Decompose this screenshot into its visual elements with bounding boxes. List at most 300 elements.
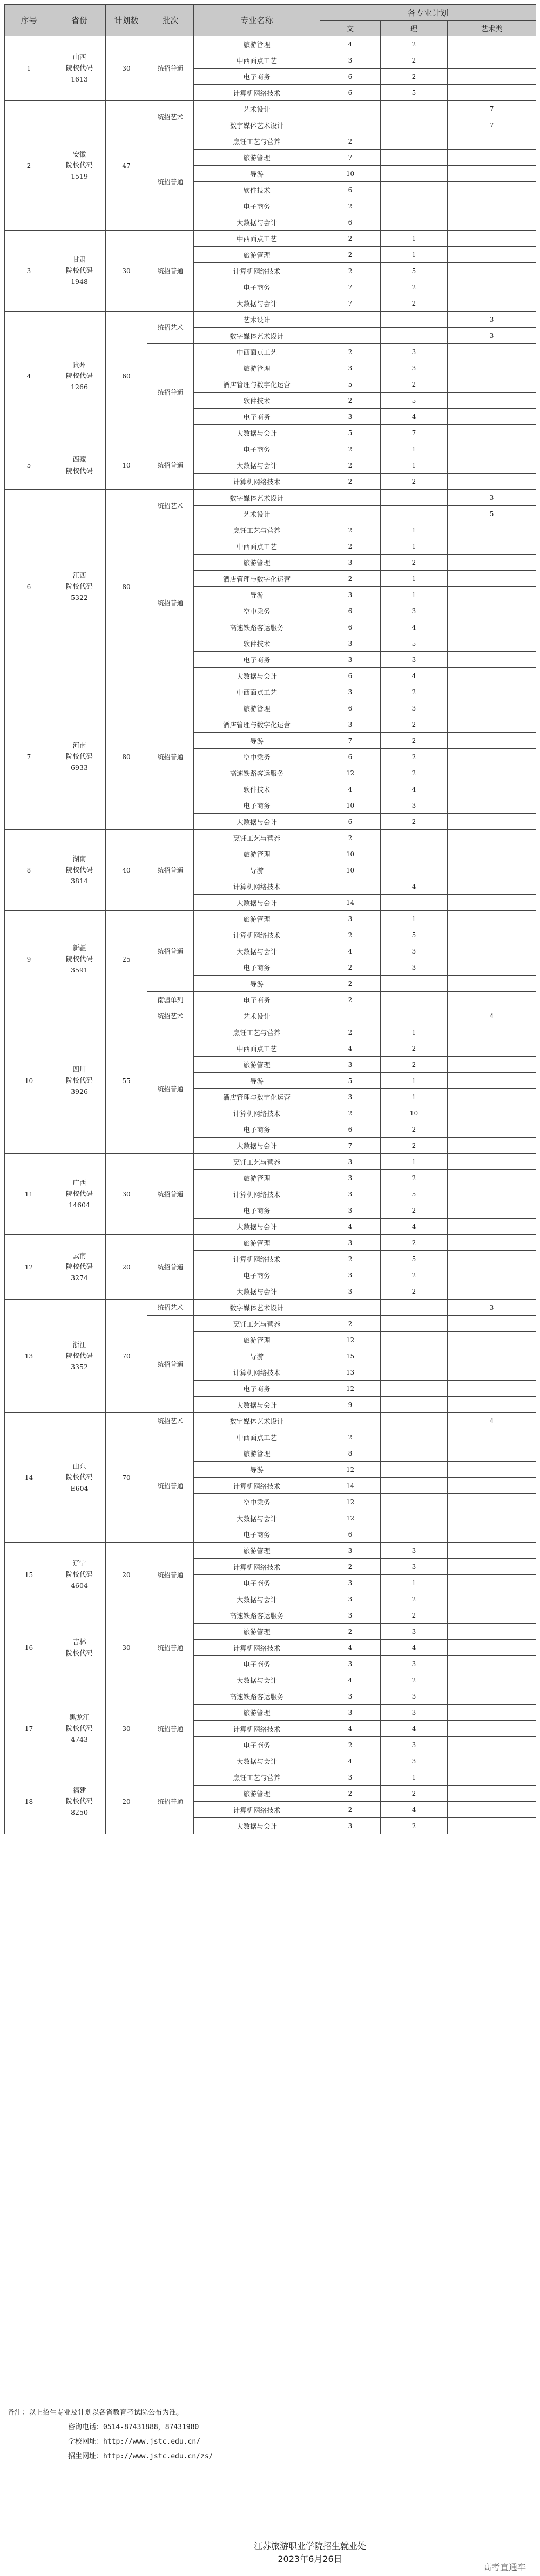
major-name: 烹饪工艺与营养 <box>194 522 320 538</box>
plan-wen: 2 <box>320 474 381 490</box>
plan-wen: 3 <box>320 1656 381 1672</box>
plan-art <box>448 943 536 959</box>
table-row <box>5 231 536 247</box>
major-name: 大数据与会计 <box>194 1283 320 1300</box>
plan-art <box>448 895 536 911</box>
major-name: 高速铁路客运服务 <box>194 765 320 781</box>
plan-wen: 2 <box>320 1024 381 1040</box>
major-name: 软件技术 <box>194 635 320 652</box>
plan-art: 3 <box>448 490 536 506</box>
batch-name: 统招普通 <box>147 1543 194 1607</box>
plan-wen: 2 <box>320 1737 381 1753</box>
table-row <box>5 911 536 927</box>
major-name: 电子商务 <box>194 992 320 1008</box>
batch-name: 统招普通 <box>147 1235 194 1300</box>
province-name: 贵州 <box>72 360 86 369</box>
plan-wen <box>320 1300 381 1316</box>
major-name: 大数据与会计 <box>194 1397 320 1413</box>
province-cell <box>53 1769 106 1834</box>
major-name: 电子商务 <box>194 409 320 425</box>
plan-wen: 3 <box>320 1769 381 1786</box>
school-code-label: 院校代码 <box>65 1189 93 1198</box>
batch-name: 统招普通 <box>147 911 194 992</box>
plan-li: 2 <box>381 1283 448 1300</box>
plan-li <box>381 1364 448 1381</box>
plan-wen <box>320 506 381 522</box>
plan-li: 2 <box>381 1138 448 1154</box>
plan-li: 1 <box>381 587 448 603</box>
plan-art: 4 <box>448 1413 536 1429</box>
major-name: 电子商务 <box>194 69 320 85</box>
major-name: 空中乘务 <box>194 603 320 619</box>
major-name: 高速铁路客运服务 <box>194 619 320 635</box>
province-cell <box>53 36 106 101</box>
major-name: 电子商务 <box>194 1526 320 1543</box>
plan-wen: 12 <box>320 1494 381 1510</box>
plan-art <box>448 1057 536 1073</box>
plan-wen: 2 <box>320 441 381 457</box>
major-name: 高速铁路客运服务 <box>194 1607 320 1624</box>
plan-art <box>448 1769 536 1786</box>
plan-li: 2 <box>381 684 448 700</box>
batch-name: 统招艺术 <box>147 101 194 133</box>
plan-li: 3 <box>381 1688 448 1705</box>
province-name: 安徽 <box>72 150 86 158</box>
school-code: 3352 <box>71 1362 88 1371</box>
plan-art <box>448 797 536 814</box>
plan-li <box>381 117 448 133</box>
school-code: 14604 <box>69 1200 90 1209</box>
school-code-label: 院校代码 <box>65 466 93 475</box>
plan-wen <box>320 1008 381 1024</box>
plan-art <box>448 1802 536 1818</box>
province-seq: 9 <box>5 911 53 1008</box>
plan-art: 3 <box>448 1300 536 1316</box>
plan-art <box>448 409 536 425</box>
major-name: 导游 <box>194 1348 320 1364</box>
plan-wen: 2 <box>320 1802 381 1818</box>
school-code-label: 院校代码 <box>65 371 93 380</box>
plan-wen: 2 <box>320 538 381 555</box>
province-seq: 1 <box>5 36 53 101</box>
major-name: 烹饪工艺与营养 <box>194 133 320 150</box>
school-code: 1266 <box>71 382 88 391</box>
plan-art <box>448 814 536 830</box>
batch-name: 统招普通 <box>147 1316 194 1413</box>
province-cell <box>53 490 106 684</box>
watermark-text: 高考直通车 <box>482 2562 526 2572</box>
major-name: 旅游管理 <box>194 1543 320 1559</box>
major-name: 旅游管理 <box>194 36 320 52</box>
major-name: 旅游管理 <box>194 1786 320 1802</box>
province-name: 云南 <box>72 1251 86 1260</box>
plan-wen: 3 <box>320 684 381 700</box>
plan-wen: 10 <box>320 166 381 182</box>
plan-wen: 2 <box>320 1429 381 1445</box>
plan-li <box>381 1008 448 1024</box>
plan-art <box>448 749 536 765</box>
province-cell <box>53 1008 106 1154</box>
major-name: 大数据与会计 <box>194 895 320 911</box>
plan-art <box>448 1445 536 1462</box>
batch-name: 统招普通 <box>147 684 194 830</box>
province-name: 辽宁 <box>72 1559 86 1567</box>
plan-art <box>448 344 536 360</box>
province-name: 浙江 <box>72 1340 86 1349</box>
signature-org: 江苏旅游职业学院招生就业处 <box>254 2541 367 2551</box>
batch-name: 统招艺术 <box>147 490 194 522</box>
province-seq: 3 <box>5 231 53 312</box>
province-plan-total: 30 <box>106 1688 147 1769</box>
plan-art: 7 <box>448 101 536 117</box>
plan-art <box>448 1154 536 1170</box>
note-remark: 备注：以上招生专业及计划以各省教育考试院公布为准。 <box>8 2409 184 2417</box>
major-name: 旅游管理 <box>194 700 320 716</box>
plan-wen: 6 <box>320 214 381 231</box>
plan-wen: 10 <box>320 862 381 878</box>
major-name: 导游 <box>194 733 320 749</box>
province-seq: 18 <box>5 1769 53 1834</box>
school-code-label: 院校代码 <box>65 1076 93 1085</box>
plan-art: 4 <box>448 1008 536 1024</box>
major-name: 计算机网络技术 <box>194 1186 320 1202</box>
plan-art <box>448 198 536 214</box>
province-plan-total: 30 <box>106 1154 147 1235</box>
plan-art <box>448 85 536 101</box>
province-name: 山西 <box>72 52 86 61</box>
major-name: 导游 <box>194 1073 320 1089</box>
plan-art <box>448 1672 536 1688</box>
province-cell <box>53 684 106 830</box>
plan-art <box>448 1818 536 1834</box>
plan-wen: 3 <box>320 652 381 668</box>
plan-wen: 3 <box>320 716 381 733</box>
batch-name: 统招普通 <box>147 1688 194 1769</box>
province-plan-total: 55 <box>106 1008 147 1154</box>
plan-li <box>381 328 448 344</box>
plan-wen: 4 <box>320 36 381 52</box>
plan-li <box>381 150 448 166</box>
table-row <box>5 36 536 52</box>
major-name: 旅游管理 <box>194 1445 320 1462</box>
plan-li: 4 <box>381 781 448 797</box>
province-cell <box>53 1154 106 1235</box>
plan-wen: 3 <box>320 1575 381 1591</box>
province-cell <box>53 101 106 231</box>
major-name: 计算机网络技术 <box>194 1640 320 1656</box>
plan-wen: 3 <box>320 1235 381 1251</box>
plan-wen: 5 <box>320 425 381 441</box>
header-wen: 文 <box>320 21 381 36</box>
province-plan-total: 40 <box>106 830 147 911</box>
plan-li: 5 <box>381 635 448 652</box>
major-name: 大数据与会计 <box>194 943 320 959</box>
major-name: 烹饪工艺与营养 <box>194 830 320 846</box>
plan-li: 1 <box>381 1073 448 1089</box>
plan-li: 1 <box>381 457 448 474</box>
plan-wen: 10 <box>320 797 381 814</box>
plan-li <box>381 992 448 1008</box>
plan-wen: 2 <box>320 992 381 1008</box>
major-name: 软件技术 <box>194 182 320 198</box>
plan-art <box>448 393 536 409</box>
major-name: 电子商务 <box>194 1381 320 1397</box>
batch-name: 统招艺术 <box>147 1413 194 1429</box>
major-name: 导游 <box>194 166 320 182</box>
plan-art <box>448 1786 536 1802</box>
plan-wen: 2 <box>320 393 381 409</box>
plan-wen: 2 <box>320 959 381 976</box>
plan-li: 2 <box>381 1591 448 1607</box>
province-plan-total: 10 <box>106 441 147 490</box>
school-code-label: 院校代码 <box>65 1473 93 1482</box>
plan-li: 2 <box>381 1235 448 1251</box>
plan-wen: 4 <box>320 1672 381 1688</box>
plan-art <box>448 295 536 312</box>
plan-art <box>448 1575 536 1591</box>
table-row <box>5 1008 536 1024</box>
plan-art <box>448 182 536 198</box>
plan-wen: 4 <box>320 943 381 959</box>
school-code-label: 院校代码 <box>65 1570 93 1579</box>
major-name: 数字媒体艺术设计 <box>194 1413 320 1429</box>
plan-li: 2 <box>381 1202 448 1219</box>
major-name: 烹饪工艺与营养 <box>194 1769 320 1786</box>
major-name: 电子商务 <box>194 797 320 814</box>
major-name: 电子商务 <box>194 1267 320 1283</box>
province-seq: 12 <box>5 1235 53 1300</box>
plan-wen: 12 <box>320 1462 381 1478</box>
batch-name: 统招艺术 <box>147 1008 194 1024</box>
plan-li <box>381 846 448 862</box>
major-name: 旅游管理 <box>194 1170 320 1186</box>
plan-art <box>448 976 536 992</box>
header-seq: 序号 <box>5 5 53 36</box>
plan-wen: 6 <box>320 69 381 85</box>
school-code: 5322 <box>71 593 88 601</box>
major-name: 电子商务 <box>194 1121 320 1138</box>
plan-li: 1 <box>381 1154 448 1170</box>
province-plan-total: 70 <box>106 1413 147 1543</box>
plan-li: 5 <box>381 85 448 101</box>
plan-art <box>448 1138 536 1154</box>
plan-wen: 3 <box>320 360 381 376</box>
header-major: 专业名称 <box>194 5 320 36</box>
province-seq: 13 <box>5 1300 53 1413</box>
major-name: 艺术设计 <box>194 1008 320 1024</box>
plan-li: 2 <box>381 1672 448 1688</box>
note-admission-url: 招生网址：http://www.jstc.edu.cn/zs/ <box>68 2452 213 2460</box>
plan-art <box>448 214 536 231</box>
plan-li: 4 <box>381 1219 448 1235</box>
major-name: 大数据与会计 <box>194 295 320 312</box>
major-name: 酒店管理与数字化运营 <box>194 716 320 733</box>
plan-li: 3 <box>381 700 448 716</box>
table-row <box>5 441 536 457</box>
plan-li <box>381 214 448 231</box>
province-cell <box>53 441 106 490</box>
province-cell <box>53 1688 106 1769</box>
plan-art <box>448 279 536 295</box>
school-code: 3926 <box>71 1087 88 1096</box>
plan-art <box>448 441 536 457</box>
plan-art <box>448 587 536 603</box>
plan-li: 5 <box>381 1251 448 1267</box>
plan-wen: 3 <box>320 1089 381 1105</box>
plan-wen: 12 <box>320 1510 381 1526</box>
batch-name: 统招普通 <box>147 231 194 312</box>
plan-li <box>381 1462 448 1478</box>
plan-wen: 6 <box>320 85 381 101</box>
plan-art <box>448 652 536 668</box>
plan-art: 3 <box>448 312 536 328</box>
plan-wen: 5 <box>320 376 381 393</box>
major-name: 软件技术 <box>194 393 320 409</box>
major-name: 大数据与会计 <box>194 1591 320 1607</box>
signature-date: 2023年6月26日 <box>278 2554 342 2564</box>
plan-wen: 4 <box>320 1219 381 1235</box>
plan-li: 1 <box>381 231 448 247</box>
plan-li <box>381 1494 448 1510</box>
table-row <box>5 1300 536 1316</box>
plan-wen <box>320 328 381 344</box>
plan-wen: 2 <box>320 830 381 846</box>
school-code-label: 院校代码 <box>65 1262 93 1271</box>
plan-wen: 6 <box>320 700 381 716</box>
major-name: 计算机网络技术 <box>194 474 320 490</box>
plan-li: 1 <box>381 522 448 538</box>
province-seq: 17 <box>5 1688 53 1769</box>
major-name: 旅游管理 <box>194 1624 320 1640</box>
plan-wen: 4 <box>320 1721 381 1737</box>
province-cell <box>53 1413 106 1543</box>
plan-art <box>448 247 536 263</box>
major-name: 酒店管理与数字化运营 <box>194 376 320 393</box>
major-name: 数字媒体艺术设计 <box>194 490 320 506</box>
plan-wen: 2 <box>320 1624 381 1640</box>
plan-li: 3 <box>381 603 448 619</box>
plan-art <box>448 1235 536 1251</box>
plan-li <box>381 895 448 911</box>
notes-block <box>8 2405 213 2464</box>
plan-wen: 6 <box>320 182 381 198</box>
plan-li <box>381 182 448 198</box>
plan-wen: 6 <box>320 619 381 635</box>
plan-art <box>448 52 536 69</box>
plan-wen: 2 <box>320 1251 381 1267</box>
major-name: 旅游管理 <box>194 360 320 376</box>
plan-art <box>448 781 536 797</box>
table-row <box>5 1769 536 1786</box>
table-row <box>5 490 536 506</box>
major-name: 烹饪工艺与营养 <box>194 1154 320 1170</box>
major-name: 电子商务 <box>194 279 320 295</box>
plan-li: 2 <box>381 716 448 733</box>
school-code-label: 院校代码 <box>65 1797 93 1806</box>
province-seq: 5 <box>5 441 53 490</box>
plan-li: 4 <box>381 668 448 684</box>
major-name: 计算机网络技术 <box>194 1251 320 1267</box>
plan-wen: 4 <box>320 1753 381 1769</box>
plan-art <box>448 765 536 781</box>
plan-li: 2 <box>381 555 448 571</box>
major-name: 空中乘务 <box>194 749 320 765</box>
major-name: 大数据与会计 <box>194 1672 320 1688</box>
plan-art <box>448 878 536 895</box>
plan-art <box>448 425 536 441</box>
major-name: 大数据与会计 <box>194 668 320 684</box>
major-name: 导游 <box>194 862 320 878</box>
major-name: 中西面点工艺 <box>194 1429 320 1445</box>
plan-li <box>381 101 448 117</box>
plan-wen: 3 <box>320 1705 381 1721</box>
header-plan: 计划数 <box>106 5 147 36</box>
plan-wen: 14 <box>320 895 381 911</box>
plan-art <box>448 830 536 846</box>
plan-wen: 6 <box>320 603 381 619</box>
plan-li: 3 <box>381 943 448 959</box>
plan-wen: 7 <box>320 295 381 312</box>
plan-li: 2 <box>381 1267 448 1283</box>
school-code: 3814 <box>71 876 88 885</box>
plan-art <box>448 1381 536 1397</box>
province-plan-total: 60 <box>106 312 147 441</box>
plan-art <box>448 959 536 976</box>
province-seq: 7 <box>5 684 53 830</box>
plan-art <box>448 522 536 538</box>
province-plan-total: 47 <box>106 101 147 231</box>
plan-li: 1 <box>381 1024 448 1040</box>
plan-li: 4 <box>381 1640 448 1656</box>
plan-art <box>448 700 536 716</box>
plan-art <box>448 603 536 619</box>
plan-wen: 3 <box>320 52 381 69</box>
plan-wen: 2 <box>320 344 381 360</box>
major-name: 大数据与会计 <box>194 425 320 441</box>
plan-art <box>448 1624 536 1640</box>
plan-art <box>448 1510 536 1526</box>
plan-art <box>448 133 536 150</box>
major-name: 中西面点工艺 <box>194 231 320 247</box>
major-name: 大数据与会计 <box>194 1219 320 1235</box>
plan-wen: 3 <box>320 1818 381 1834</box>
major-name: 软件技术 <box>194 781 320 797</box>
plan-li: 3 <box>381 1656 448 1672</box>
plan-art <box>448 231 536 247</box>
province-name: 河南 <box>72 741 86 749</box>
plan-art <box>448 1316 536 1332</box>
major-name: 酒店管理与数字化运营 <box>194 571 320 587</box>
major-name: 电子商务 <box>194 1202 320 1219</box>
province-name: 甘肃 <box>72 255 86 263</box>
plan-li: 4 <box>381 1721 448 1737</box>
plan-art <box>448 635 536 652</box>
plan-li <box>381 862 448 878</box>
plan-wen: 3 <box>320 635 381 652</box>
batch-name: 统招普通 <box>147 830 194 911</box>
plan-wen: 13 <box>320 1364 381 1381</box>
school-code: 4604 <box>71 1581 88 1590</box>
major-name: 烹饪工艺与营养 <box>194 1024 320 1040</box>
plan-li: 2 <box>381 749 448 765</box>
plan-art <box>448 716 536 733</box>
plan-li: 3 <box>381 360 448 376</box>
school-code: 1613 <box>71 75 88 83</box>
province-name: 湖南 <box>72 854 86 863</box>
plan-art <box>448 1526 536 1543</box>
plan-art <box>448 555 536 571</box>
major-name: 计算机网络技术 <box>194 927 320 943</box>
